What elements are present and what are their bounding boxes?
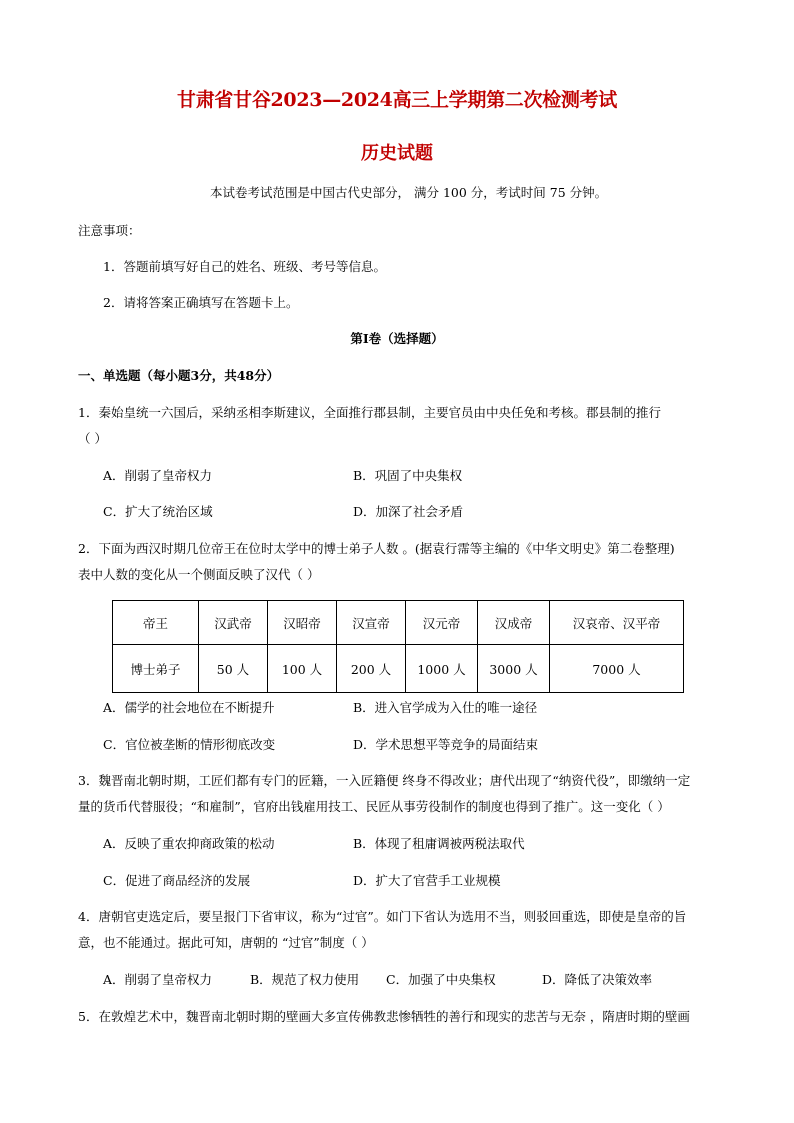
question-2-option-a: A．儒学的社会地位在不断提升 [103, 700, 275, 715]
question-4-option-d: D．降低了决策效率 [542, 972, 653, 987]
question-3-stem-line: 量的货币代替服役；“和雇制”，官府出钱雇用技工、民匠从事劳役制作的制度也得到了推广。这一变化（ ） [78, 799, 670, 814]
question-2-stem-line: 2．下面为西汉时期几位帝王在位时太学中的博士弟子人数 。(据袁行霈等主编的《中华文明史》第二卷整理) [78, 541, 675, 556]
question-3-option-b: B．体现了租庸调被两税法取代 [353, 836, 525, 851]
question-3-stem-line: 3．魏晋南北朝时期，工匠们都有专门的匠籍，一入匠籍便 终身不得改业；唐代出现了“纳资代役”，即缴纳一定 [78, 773, 691, 788]
question-4-stem-line: 4．唐朝官吏选定后，要呈报门下省审议，称为“过官”。如门下省认为选用不当，则驳回重选，即使是皇帝的旨 [78, 909, 687, 924]
exam-subtitle: 历史试题 [361, 143, 433, 164]
question-1-option-c: C．扩大了统治区域 [103, 504, 213, 519]
question-4-stem-line: 意，也不能通过。据此可知，唐朝的 “过官”制度（ ） [78, 935, 374, 950]
table-header-cell: 汉宣帝 [337, 601, 406, 645]
question-1-option-b: B．巩固了中央集权 [353, 468, 463, 483]
table-row [113, 645, 684, 693]
volume-title: 第I卷（选择题） [350, 331, 444, 346]
question-2-option-d: D．学术思想平等竞争的局面结束 [353, 737, 539, 752]
notice-item: 1．答题前填写好自己的姓名、班级、考号等信息。 [103, 259, 386, 274]
table-header-cell: 汉成帝 [478, 601, 550, 645]
table-header-cell: 帝王 [113, 601, 199, 645]
question-2-stem-line: 表中人数的变化从一个侧面反映了汉代（ ） [78, 567, 320, 582]
question-2-option-c: C．官位被垄断的情形彻底改变 [103, 737, 276, 752]
question-4-option-b: B．规范了权力使用 [250, 972, 360, 987]
notice-item: 2．请将答案正确填写在答题卡上。 [103, 295, 299, 310]
question-5-stem-line: 5．在敦煌艺术中，魏晋南北朝时期的壁画大多宣传佛教悲惨牺牲的善行和现实的悲苦与无奈 ，隋唐时期的壁画 [78, 1009, 690, 1024]
question-3-option-a: A．反映了重农抑商政策的松动 [103, 836, 275, 851]
question-4-option-c: C．加强了中央集权 [386, 972, 496, 987]
notice-heading: 注意事项： [78, 223, 141, 238]
question-2-option-b: B．进入官学成为入仕的唯一途径 [353, 700, 538, 715]
table-header-cell: 汉哀帝、汉平帝 [550, 601, 684, 645]
table-header-cell: 汉昭帝 [268, 601, 337, 645]
exam-intro: 本试卷考试范围是中国古代史部分， 满分 100 分，考试时间 75 分钟。 [210, 185, 608, 200]
question-1-stem-line: （ ） [78, 431, 107, 446]
question-1-stem-line: 1．秦始皇统一六国后，采纳丞相李斯建议，全面推行郡县制，主要官员由中央任免和考核。郡县制的推行 [78, 405, 661, 420]
section-title: 一、单选题（每小题3分，共48分） [78, 368, 280, 383]
table-cell: 50 人 [199, 645, 268, 693]
table-header-cell: 汉武帝 [199, 601, 268, 645]
table-cell: 博士弟子 [113, 645, 199, 693]
question-4-option-a: A．削弱了皇帝权力 [103, 972, 213, 987]
question-3-option-d: D．扩大了官营手工业规模 [353, 873, 501, 888]
data-table [112, 600, 684, 693]
table-header-row [113, 601, 684, 645]
question-1-option-d: D．加深了社会矛盾 [353, 504, 464, 519]
question-1-option-a: A．削弱了皇帝权力 [103, 468, 213, 483]
table-cell: 3000 人 [478, 645, 550, 693]
question-3-option-c: C．促进了商品经济的发展 [103, 873, 251, 888]
table-cell: 200 人 [337, 645, 406, 693]
table-cell: 1000 人 [406, 645, 478, 693]
table-header-cell: 汉元帝 [406, 601, 478, 645]
table-cell: 7000 人 [550, 645, 684, 693]
exam-title: 甘肃省甘谷2023—2024高三上学期第二次检测考试 [177, 89, 617, 111]
table-cell: 100 人 [268, 645, 337, 693]
